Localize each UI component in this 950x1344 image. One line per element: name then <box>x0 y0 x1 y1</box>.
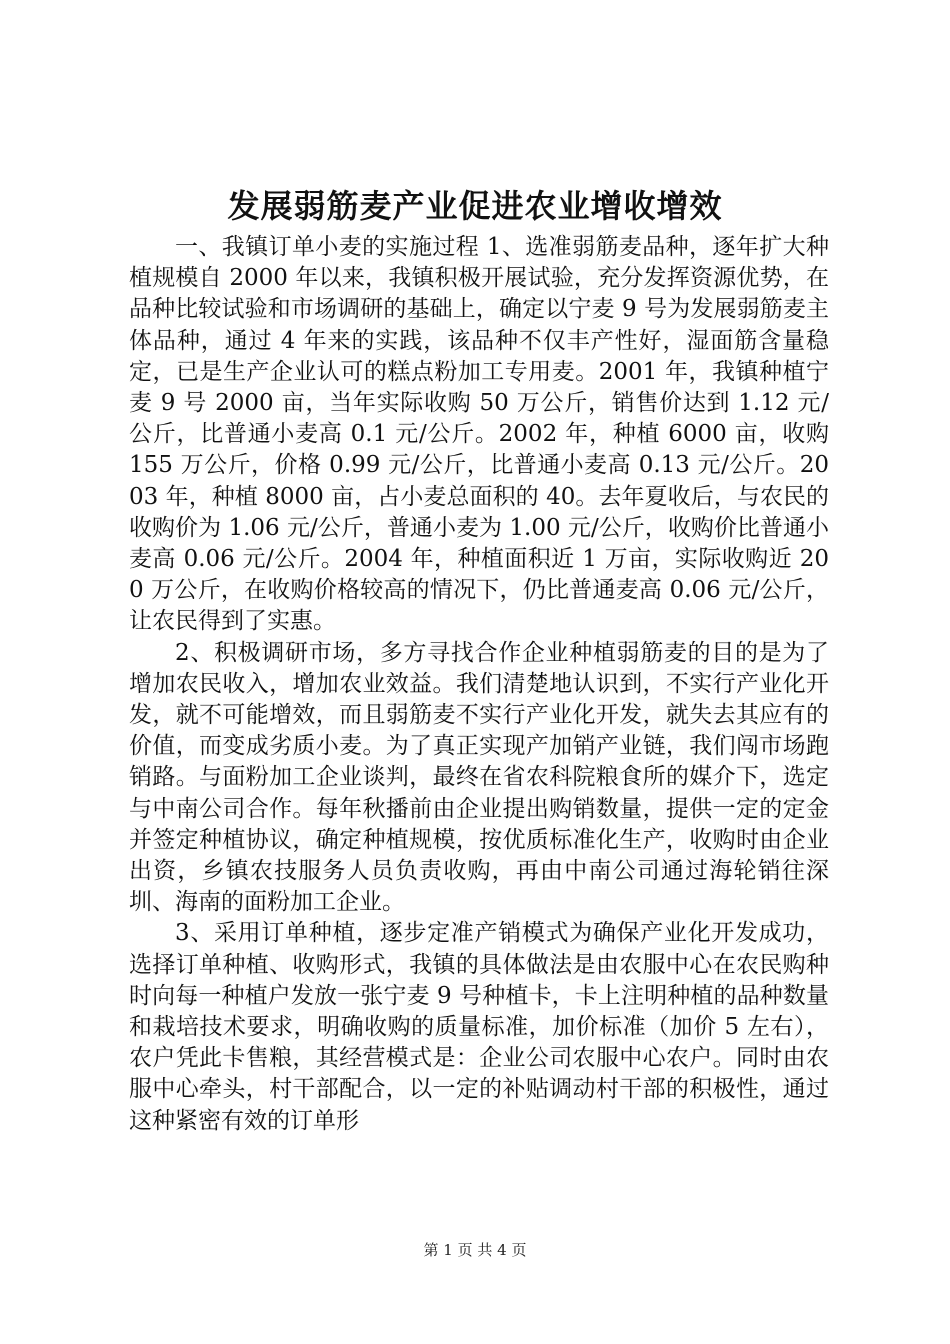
paragraph-1: 一、我镇订单小麦的实施过程 1、选准弱筋麦品种，逐年扩大种植规模自 2000 年以来，我镇积极开展试验，充分发挥资源优势，在品种比较试验和市场调研的基础上，确定以宁麦 9 号为发展弱筋麦主体品种，通过 4 年来的实践，该品种不仅丰产性好，湿面筋含量稳定，已是生产企业认可的糕点粉加工专用麦。2001 年，我镇种植宁麦 9 号 2000 亩，当年实际收购 50 万公斤，销售价达到 1.12 元/公斤，比普通小麦高 0.1 元/公斤。2002 年，种植 6000 亩，收购 155 万公斤，价格 0.99 元/公斤，比普通小麦高 0.13 元/公斤。2003 年，种植 8000 亩，占小麦总面积的 40。去年夏收后，与农民的收购价为 1.06 元/公斤，普通小麦为 1.00 元/公斤，收购价比普通小麦高 0.06 元/公斤。2004 年，种植面积近 1 万亩，实际收购近 200 万公斤，在收购价格较高的情况下，仍比普通麦高 0.06 元/公斤，让农民得到了实惠。 <box>129 234 829 635</box>
document-title: 发展弱筋麦产业促进农业增收增效 <box>227 187 723 225</box>
document-body <box>129 232 829 1137</box>
page-footer: 第 1 页 共 4 页 <box>423 1241 527 1259</box>
paragraph-3: 3、采用订单种植，逐步定准产销模式为确保产业化开发成功，选择订单种植、收购形式，我镇的具体做法是由农服中心在农民购种时向每一种植户发放一张宁麦 9 号种植卡，卡上注明种植的品种数量和栽培技术要求，明确收购的质量标准，加价标准（加价 5 左右），农户凭此卡售粮，其经营模式是：企业公司农服中心农户。同时由农服中心牵头，村干部配合，以一定的补贴调动村干部的积极性，通过这种紧密有效的订单形 <box>129 920 829 1134</box>
paragraph-2: 2、积极调研市场，多方寻找合作企业种植弱筋麦的目的是为了增加农民收入，增加农业效益。我们清楚地认识到，不实行产业化开发，就不可能增效，而且弱筋麦不实行产业化开发，就失去其应有的价值，而变成劣质小麦。为了真正实现产加销产业链，我们闯市场跑销路。与面粉加工企业谈判，最终在省农科院粮食所的媒介下，选定与中南公司合作。每年秋播前由企业提出购销数量，提供一定的定金并签定种植协议，确定种植规模，按优质标准化生产，收购时由企业出资，乡镇农技服务人员负责收购，再由中南公司通过海轮销往深圳、海南的面粉加工企业。 <box>129 639 829 916</box>
